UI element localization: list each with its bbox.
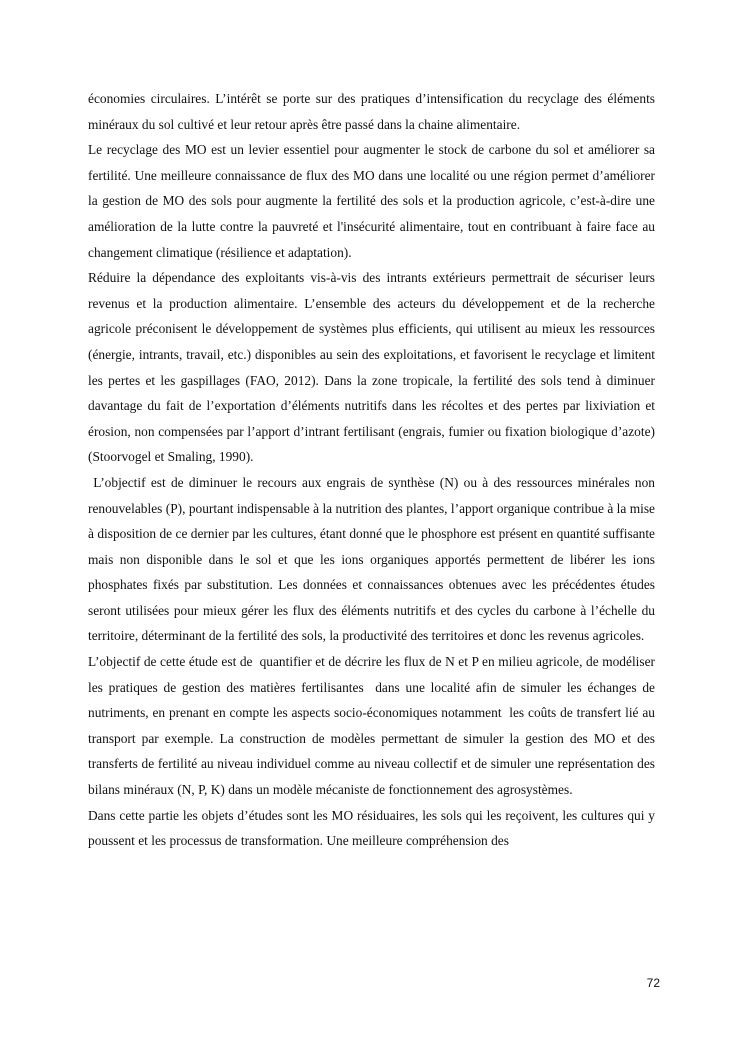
paragraph-circular-economies: économies circulaires. L’intérêt se porte sur des pratiques d’intensification du recyclage des éléments minéraux du sol cultivé et leur retour après être passé dans la chaine alimentaire. <box>88 91 655 132</box>
paragraph-study-objective: L’objectif de cette étude est de quantifier et de décrire les flux de N et P en milieu agricole, de modéliser les pratiques de gestion des matières fertilisantes dans une localité afin de simuler les échanges de nutriments, en prenant en compte les aspects socio-économiques notamment les coûts de transfert lié au transport par exemple. La construction de modèles permettant de simuler la gestion des MO et des transferts de fertilité au niveau individuel comme au niveau collectif et de simuler une représentation des bilans minéraux (N, P, K) dans un modèle mécaniste de fonctionnement des agrosystèmes. <box>88 654 659 798</box>
paragraph-input-dependence: Réduire la dépendance des exploitants vis-à-vis des intrants extérieurs permettrait de sécuriser leurs revenus et la production alimentaire. L’ensemble des acteurs du développement et de la recherche agricole préconisent le développement de systèmes plus efficients, qui utilisent au mieux les ressources (énergie, intrants, travail, etc.) disponibles au sein des exploitations, et favorisent le recyclage et limitent les pertes et les gaspillages (FAO, 2012). Dans la zone tropicale, la fertilité des sols tend à diminuer davantage du fait de l’exportation d’éléments nutritifs dans les récoltes et des pertes par lixiviation et érosion, non compensées par l’apport d’intrant fertilisant (engrais, fumier ou fixation biologique d’azote) (Stoorvogel et Smaling, 1990). <box>88 270 655 465</box>
paragraph-study-objects: Dans cette partie les objets d’études sont les MO résiduaires, les sols qui les reçoivent, les cultures qui y poussent et les processus de transformation. Une meilleure compréhension des <box>88 807 655 849</box>
page-number: 72 <box>646 976 660 990</box>
paragraph-objective-fertilizers: L’objectif est de diminuer le recours aux engrais de synthèse (N) ou à des ressources minérales non renouvelables (P), pourtant indispensable à la nutrition des plantes, l’apport organique contribue à la mise à disposition de ce dernier par les cultures, étant donné que le phosphore est présent en quantité suffisante mais non disponible dans le sol et que les ions organiques apportés permettent de libérer les ions phosphates fixés par substitution. Les données et connaissances obtenues avec les précédentes études seront utilisées pour mieux gérer les flux des éléments nutritifs et des cycles du carbone à l’échelle du territoire, déterminant de la fertilité des sols, la productivité des territoires et donc les revenus agricoles. <box>88 474 659 644</box>
body-text <box>88 86 659 854</box>
paragraph-mo-recycling: Le recyclage des MO est un levier essentiel pour augmenter le stock de carbone du sol et améliorer sa fertilité. Une meilleure connaissance de flux des MO dans une localité ou une région permet d’améliorer la gestion de MO des sols pour augmente la fertilité des sols et la production agricole, c’est-à-dire une amélioration de la lutte contre la pauvreté et l'insécurité alimentaire, tout en contribuant à faire face au changement climatique (résilience et adaptation). <box>88 142 655 260</box>
